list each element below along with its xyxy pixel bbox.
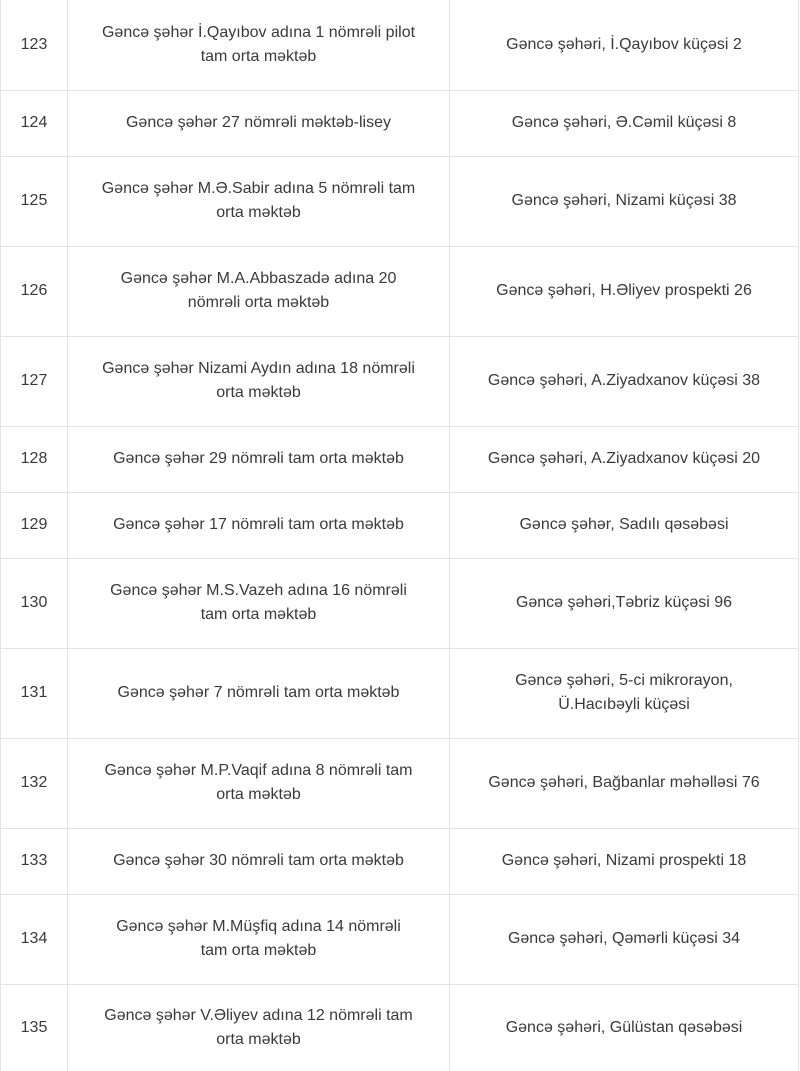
table-row xyxy=(1,984,799,1071)
school-name-line: orta məktəb xyxy=(216,384,301,401)
school-name xyxy=(68,984,450,1071)
school-name-line: Gəncə şəhər M.S.Vazeh adına 16 nömrəli xyxy=(110,582,407,599)
row-number: 132 xyxy=(1,738,68,828)
school-address: Gəncə şəhəri, A.Ziyadxanov küçəsi 20 xyxy=(450,426,799,492)
school-address: Gəncə şəhəri, A.Ziyadxanov küçəsi 38 xyxy=(450,336,799,426)
row-number: 129 xyxy=(1,492,68,558)
row-number: 126 xyxy=(1,246,68,336)
table-row xyxy=(1,336,799,426)
school-address: Gəncə şəhəri, H.Əliyev prospekti 26 xyxy=(450,246,799,336)
school-address: Gəncə şəhəri, Bağbanlar məhəlləsi 76 xyxy=(450,738,799,828)
school-name: Gəncə şəhər 27 nömrəli məktəb-lisey xyxy=(68,90,450,156)
school-name-line: Gəncə şəhər M.A.Abbaszadə adına 20 xyxy=(120,270,397,287)
row-number: 127 xyxy=(1,336,68,426)
school-address-line: Gəncə şəhəri, 5-ci mikrorayon, xyxy=(515,672,733,689)
school-name-line: tam orta məktəb xyxy=(200,47,317,65)
table-row xyxy=(1,648,799,738)
school-name xyxy=(68,738,450,828)
row-number: 128 xyxy=(1,426,68,492)
school-name xyxy=(68,558,450,648)
school-address: Gəncə şəhər, Sadılı qəsəbəsi xyxy=(450,492,799,558)
school-name-line: Gəncə şəhər M.Ə.Sabir adına 5 nömrəli tam xyxy=(101,180,416,197)
school-name-line: nömrəli orta məktəb xyxy=(187,294,330,311)
school-address xyxy=(450,648,799,738)
school-name-line: Gəncə şəhər V.Əliyev adına 12 nömrəli tam xyxy=(104,1006,413,1024)
table-row xyxy=(1,558,799,648)
school-address: Gəncə şəhəri,Təbriz küçəsi 96 xyxy=(450,558,799,648)
row-number: 124 xyxy=(1,90,68,156)
school-address: Gəncə şəhəri, Nizami küçəsi 38 xyxy=(450,156,799,246)
row-number: 133 xyxy=(1,828,68,894)
school-address: Gəncə şəhəri, Gülüstan qəsəbəsi xyxy=(450,984,799,1071)
school-name-line: Gəncə şəhər M.P.Vaqif adına 8 nömrəli tam xyxy=(104,762,413,779)
row-number: 134 xyxy=(1,894,68,984)
school-name-line: Gəncə şəhər Nizami Aydın adına 18 nömrəli xyxy=(102,360,415,377)
school-name xyxy=(68,0,450,90)
table-row xyxy=(1,738,799,828)
row-number: 130 xyxy=(1,558,68,648)
school-name: Gəncə şəhər 7 nömrəli tam orta məktəb xyxy=(68,648,450,738)
school-name xyxy=(68,156,450,246)
table-row xyxy=(1,492,799,558)
school-name-line: orta məktəb xyxy=(216,786,301,803)
row-number: 131 xyxy=(1,648,68,738)
school-name: Gəncə şəhər 29 nömrəli tam orta məktəb xyxy=(68,426,450,492)
table-row xyxy=(1,0,799,90)
school-address: Gəncə şəhəri, Nizami prospekti 18 xyxy=(450,828,799,894)
row-number: 123 xyxy=(1,0,68,90)
table-row xyxy=(1,894,799,984)
row-number: 135 xyxy=(1,984,68,1071)
school-name-line: tam orta məktəb xyxy=(200,942,317,959)
table-row xyxy=(1,426,799,492)
school-name: Gəncə şəhər 17 nömrəli tam orta məktəb xyxy=(68,492,450,558)
school-name-line: orta məktəb xyxy=(216,204,301,221)
school-name: Gəncə şəhər 30 nömrəli tam orta məktəb xyxy=(68,828,450,894)
row-number: 125 xyxy=(1,156,68,246)
school-name xyxy=(68,336,450,426)
school-name xyxy=(68,246,450,336)
school-name-line: Gəncə şəhər İ.Qayıbov adına 1 nömrəli pilot xyxy=(101,23,416,41)
school-name-line: tam orta məktəb xyxy=(200,606,317,623)
school-name-line: Gəncə şəhər M.Müşfiq adına 14 nömrəli xyxy=(116,918,401,935)
school-name xyxy=(68,894,450,984)
school-name-line: orta məktəb xyxy=(216,1030,301,1048)
table-row xyxy=(1,246,799,336)
school-address-line: Ü.Hacıbəyli küçəsi xyxy=(558,696,690,713)
table-row xyxy=(1,90,799,156)
school-address: Gəncə şəhəri, Qəmərli küçəsi 34 xyxy=(450,894,799,984)
school-address: Gəncə şəhəri, İ.Qayıbov küçəsi 2 xyxy=(450,0,799,90)
table-row xyxy=(1,156,799,246)
table-row xyxy=(1,828,799,894)
school-address: Gəncə şəhəri, Ə.Cəmil küçəsi 8 xyxy=(450,90,799,156)
